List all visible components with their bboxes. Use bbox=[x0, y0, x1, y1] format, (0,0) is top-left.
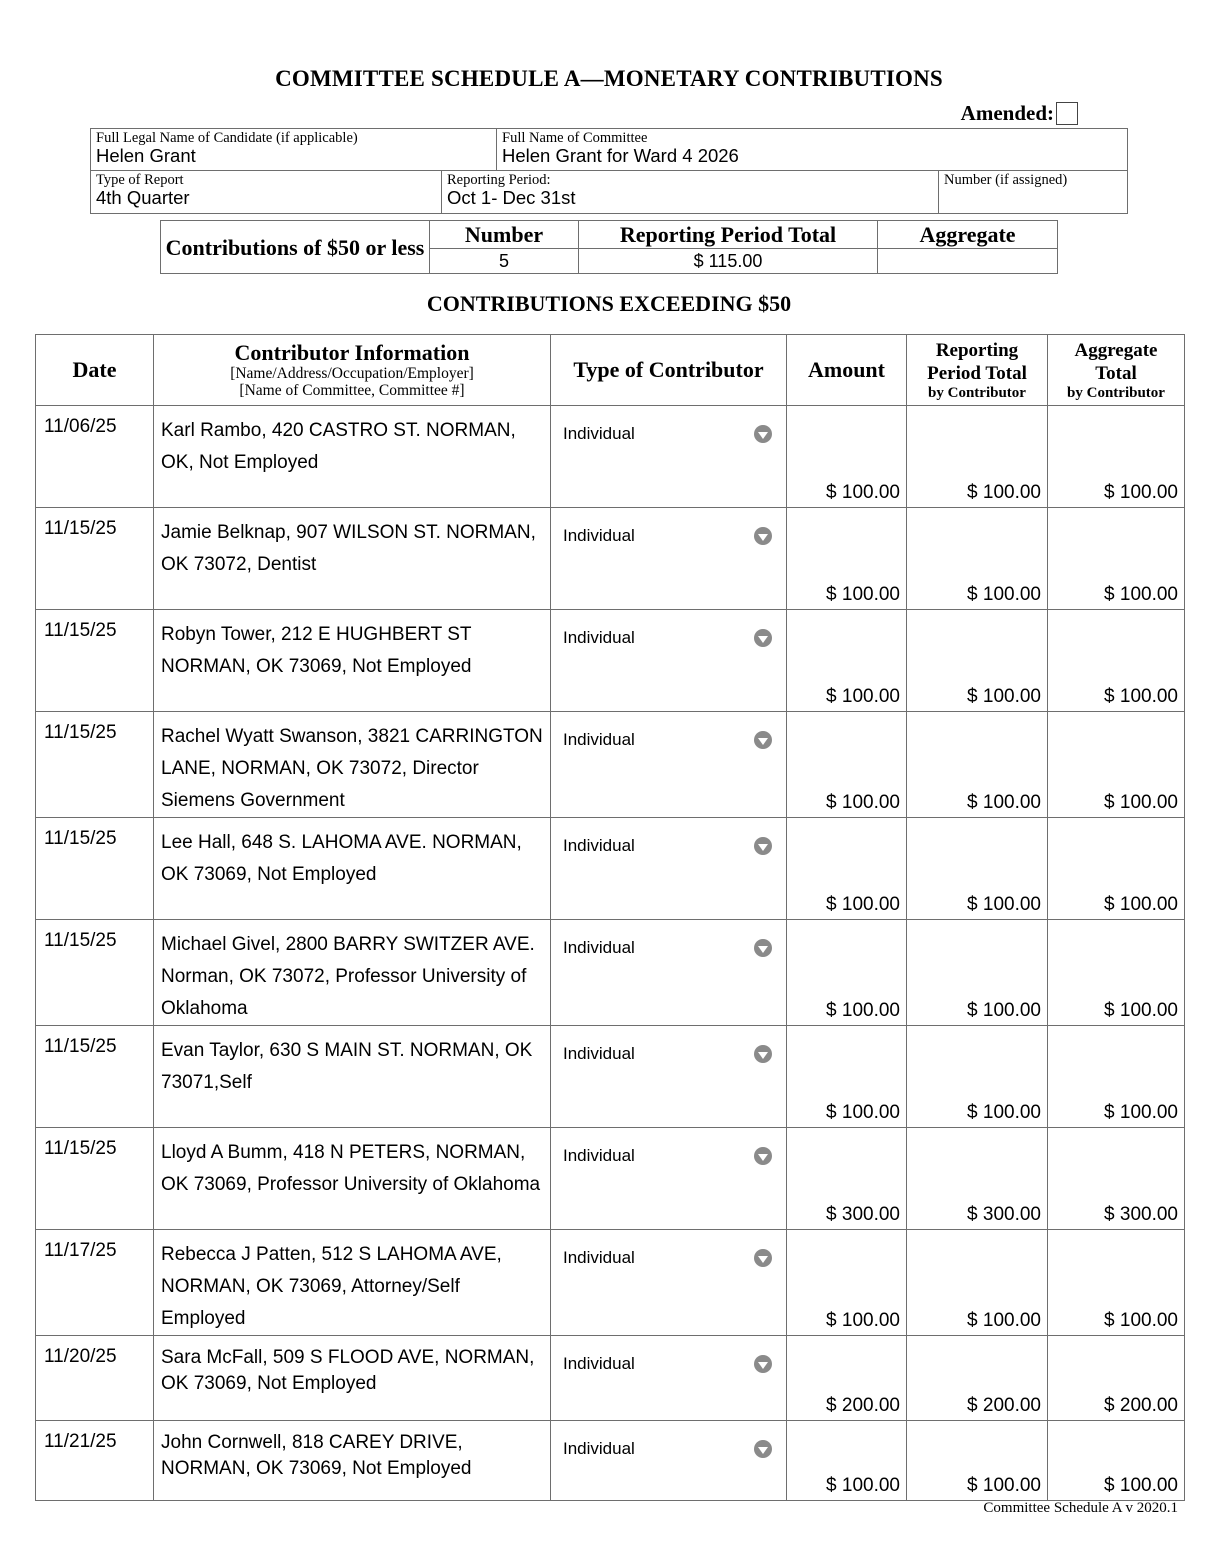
dropdown-arrow-icon[interactable] bbox=[754, 1249, 772, 1267]
table-row bbox=[36, 508, 1185, 610]
candidate-name-label: Full Legal Name of Candidate (if applicable) bbox=[96, 130, 358, 146]
row-date[interactable]: 11/15/25 bbox=[36, 920, 154, 1026]
reporting-period-field[interactable] bbox=[442, 171, 939, 213]
row-amount[interactable]: $ 100.00 bbox=[787, 1230, 907, 1336]
row-contributor-info[interactable]: Jamie Belknap, 907 WILSON ST. NORMAN, OK 73072, Dentist bbox=[154, 508, 551, 610]
dropdown-arrow-icon[interactable] bbox=[754, 1355, 772, 1373]
report-type-label: Type of Report bbox=[96, 172, 184, 188]
col-type-header: Type of Contributor bbox=[551, 335, 787, 406]
small-contributions-table bbox=[160, 220, 1058, 274]
row-period-total[interactable]: $ 100.00 bbox=[907, 920, 1048, 1026]
amended-checkbox[interactable] bbox=[1056, 102, 1078, 125]
row-type-select[interactable] bbox=[551, 1336, 787, 1421]
table-row bbox=[36, 818, 1185, 920]
row-contributor-info[interactable]: Robyn Tower, 212 E HUGHBERT ST NORMAN, OK 73069, Not Employed bbox=[154, 610, 551, 712]
small-contributions-label: Contributions of $50 or less bbox=[161, 221, 430, 274]
row-type-value: Individual bbox=[563, 1439, 635, 1458]
row-type-value: Individual bbox=[563, 1354, 635, 1373]
committee-name-label: Full Name of Committee bbox=[502, 130, 648, 146]
col-date-header: Date bbox=[36, 335, 154, 406]
table-row bbox=[36, 1128, 1185, 1230]
small-aggregate-value[interactable] bbox=[878, 249, 1058, 274]
row-period-total[interactable]: $ 100.00 bbox=[907, 818, 1048, 920]
row-amount[interactable]: $ 100.00 bbox=[787, 920, 907, 1026]
row-aggregate[interactable]: $ 100.00 bbox=[1048, 1421, 1185, 1501]
row-period-total[interactable]: $ 100.00 bbox=[907, 508, 1048, 610]
row-aggregate[interactable]: $ 100.00 bbox=[1048, 712, 1185, 818]
table-row bbox=[36, 920, 1185, 1026]
row-type-select[interactable] bbox=[551, 1230, 787, 1336]
contributions-table bbox=[35, 334, 1185, 1501]
row-period-total[interactable]: $ 100.00 bbox=[907, 1026, 1048, 1128]
row-date[interactable]: 11/17/25 bbox=[36, 1230, 154, 1336]
row-date[interactable]: 11/15/25 bbox=[36, 1128, 154, 1230]
form-title: COMMITTEE SCHEDULE A—MONETARY CONTRIBUTIONS bbox=[275, 66, 943, 91]
row-aggregate[interactable]: $ 100.00 bbox=[1048, 1230, 1185, 1336]
dropdown-arrow-icon[interactable] bbox=[754, 425, 772, 443]
row-aggregate[interactable]: $ 100.00 bbox=[1048, 818, 1185, 920]
form-version: Committee Schedule A v 2020.1 bbox=[983, 1500, 1178, 1516]
row-contributor-info[interactable]: Karl Rambo, 420 CASTRO ST. NORMAN, OK, Not Employed bbox=[154, 406, 551, 508]
row-contributor-info[interactable]: Rebecca J Patten, 512 S LAHOMA AVE, NORMAN, OK 73069, Attorney/Self Employed bbox=[154, 1230, 551, 1336]
row-type-value: Individual bbox=[563, 1146, 635, 1165]
dropdown-arrow-icon[interactable] bbox=[754, 731, 772, 749]
row-contributor-info[interactable]: Evan Taylor, 630 S MAIN ST. NORMAN, OK 73071,Self bbox=[154, 1026, 551, 1128]
small-number-header: Number bbox=[430, 221, 579, 249]
row-period-total[interactable]: $ 100.00 bbox=[907, 1421, 1048, 1501]
row-type-select[interactable] bbox=[551, 920, 787, 1026]
row-amount[interactable]: $ 300.00 bbox=[787, 1128, 907, 1230]
row-period-total[interactable]: $ 100.00 bbox=[907, 610, 1048, 712]
row-type-value: Individual bbox=[563, 628, 635, 647]
col-aggregate-header: Aggregate Total by Contributor bbox=[1048, 335, 1185, 406]
row-contributor-info[interactable]: Lloyd A Bumm, 418 N PETERS, NORMAN, OK 73069, Professor University of Oklahoma bbox=[154, 1128, 551, 1230]
row-date[interactable]: 11/15/25 bbox=[36, 1026, 154, 1128]
col-amount-header: Amount bbox=[787, 335, 907, 406]
row-type-value: Individual bbox=[563, 424, 635, 443]
dropdown-arrow-icon[interactable] bbox=[754, 1045, 772, 1063]
candidate-name-value: Helen Grant bbox=[96, 145, 196, 166]
row-date[interactable]: 11/15/25 bbox=[36, 712, 154, 818]
amended-label: Amended: bbox=[960, 101, 1054, 125]
col-info-title: Contributor Information bbox=[234, 340, 470, 365]
dropdown-arrow-icon[interactable] bbox=[754, 939, 772, 957]
exceeding-title: CONTRIBUTIONS EXCEEDING $50 bbox=[426, 291, 792, 316]
dropdown-arrow-icon[interactable] bbox=[754, 1440, 772, 1458]
row-amount[interactable]: $ 100.00 bbox=[787, 406, 907, 508]
row-aggregate[interactable]: $ 200.00 bbox=[1048, 1336, 1185, 1421]
row-amount[interactable]: $ 100.00 bbox=[787, 1421, 907, 1501]
col-period-total-header: Reporting Period Total by Contributor bbox=[907, 335, 1048, 406]
row-type-select[interactable] bbox=[551, 818, 787, 920]
row-type-select[interactable] bbox=[551, 1128, 787, 1230]
row-type-select[interactable] bbox=[551, 406, 787, 508]
row-amount[interactable]: $ 100.00 bbox=[787, 508, 907, 610]
dropdown-arrow-icon[interactable] bbox=[754, 1147, 772, 1165]
table-row bbox=[36, 610, 1185, 712]
row-type-select[interactable] bbox=[551, 610, 787, 712]
small-aggregate-header: Aggregate bbox=[878, 221, 1058, 249]
row-aggregate[interactable]: $ 100.00 bbox=[1048, 1026, 1185, 1128]
row-period-total[interactable]: $ 100.00 bbox=[907, 712, 1048, 818]
row-date[interactable]: 11/21/25 bbox=[36, 1421, 154, 1501]
report-type-value: 4th Quarter bbox=[96, 187, 190, 208]
row-type-value: Individual bbox=[563, 730, 635, 749]
row-type-select[interactable] bbox=[551, 1026, 787, 1128]
row-date[interactable]: 11/15/25 bbox=[36, 818, 154, 920]
table-row bbox=[36, 1336, 1185, 1421]
candidate-name-field[interactable] bbox=[91, 129, 497, 170]
committee-name-value: Helen Grant for Ward 4 2026 bbox=[502, 145, 739, 166]
number-label: Number (if assigned) bbox=[944, 172, 1068, 188]
reporting-period-label: Reporting Period: bbox=[447, 172, 551, 188]
row-amount[interactable]: $ 100.00 bbox=[787, 610, 907, 712]
row-period-total[interactable]: $ 100.00 bbox=[907, 406, 1048, 508]
row-amount[interactable]: $ 200.00 bbox=[787, 1336, 907, 1421]
dropdown-arrow-icon[interactable] bbox=[754, 527, 772, 545]
table-row bbox=[36, 406, 1185, 508]
col-info-header bbox=[154, 335, 551, 406]
amended-field bbox=[961, 101, 1078, 126]
row-type-select[interactable] bbox=[551, 1421, 787, 1501]
row-type-value: Individual bbox=[563, 1044, 635, 1063]
row-period-total[interactable]: $ 100.00 bbox=[907, 1230, 1048, 1336]
row-contributor-info[interactable]: Lee Hall, 648 S. LAHOMA AVE. NORMAN, OK 73069, Not Employed bbox=[154, 818, 551, 920]
col-info-sub2: [Name of Committee, Committee #] bbox=[239, 382, 465, 399]
row-contributor-info[interactable]: Michael Givel, 2800 BARRY SWITZER AVE. Norman, OK 73072, Professor University of Oklahoma bbox=[154, 920, 551, 1026]
row-aggregate[interactable]: $ 300.00 bbox=[1048, 1128, 1185, 1230]
row-type-value: Individual bbox=[563, 1248, 635, 1267]
row-date[interactable]: 11/06/25 bbox=[36, 406, 154, 508]
row-date[interactable]: 11/15/25 bbox=[36, 508, 154, 610]
row-aggregate[interactable]: $ 100.00 bbox=[1048, 406, 1185, 508]
row-type-select[interactable] bbox=[551, 508, 787, 610]
row-type-select[interactable] bbox=[551, 712, 787, 818]
row-amount[interactable]: $ 100.00 bbox=[787, 818, 907, 920]
row-aggregate[interactable]: $ 100.00 bbox=[1048, 920, 1185, 1026]
row-contributor-info[interactable]: Rachel Wyatt Swanson, 3821 CARRINGTON LANE, NORMAN, OK 73072, Director Siemens Government bbox=[154, 712, 551, 818]
small-number-value[interactable]: 5 bbox=[430, 249, 579, 274]
row-aggregate[interactable]: $ 100.00 bbox=[1048, 610, 1185, 712]
dropdown-arrow-icon[interactable] bbox=[754, 837, 772, 855]
row-type-value: Individual bbox=[563, 526, 635, 545]
table-row bbox=[36, 1026, 1185, 1128]
table-row bbox=[36, 1421, 1185, 1501]
small-period-total-header: Reporting Period Total bbox=[579, 221, 878, 249]
row-period-total[interactable]: $ 300.00 bbox=[907, 1128, 1048, 1230]
row-contributor-info[interactable]: John Cornwell, 818 CAREY DRIVE, NORMAN, OK 73069, Not Employed bbox=[154, 1421, 551, 1501]
row-period-total[interactable]: $ 200.00 bbox=[907, 1336, 1048, 1421]
row-type-value: Individual bbox=[563, 836, 635, 855]
reporting-period-value: Oct 1- Dec 31st bbox=[447, 187, 576, 208]
table-row bbox=[36, 712, 1185, 818]
committee-name-field[interactable] bbox=[497, 129, 1127, 170]
report-type-field[interactable] bbox=[91, 171, 442, 213]
row-contributor-info[interactable]: Sara McFall, 509 S FLOOD AVE, NORMAN, OK 73069, Not Employed bbox=[154, 1336, 551, 1421]
number-field[interactable] bbox=[939, 171, 1127, 213]
dropdown-arrow-icon[interactable] bbox=[754, 629, 772, 647]
row-aggregate[interactable]: $ 100.00 bbox=[1048, 508, 1185, 610]
row-type-value: Individual bbox=[563, 938, 635, 957]
col-info-sub1: [Name/Address/Occupation/Employer] bbox=[230, 365, 474, 382]
small-period-total-value[interactable]: $ 115.00 bbox=[579, 249, 878, 274]
header-info-table bbox=[90, 128, 1128, 214]
row-amount[interactable]: $ 100.00 bbox=[787, 1026, 907, 1128]
row-date[interactable]: 11/20/25 bbox=[36, 1336, 154, 1421]
row-date[interactable]: 11/15/25 bbox=[36, 610, 154, 712]
row-amount[interactable]: $ 100.00 bbox=[787, 712, 907, 818]
table-row bbox=[36, 1230, 1185, 1336]
